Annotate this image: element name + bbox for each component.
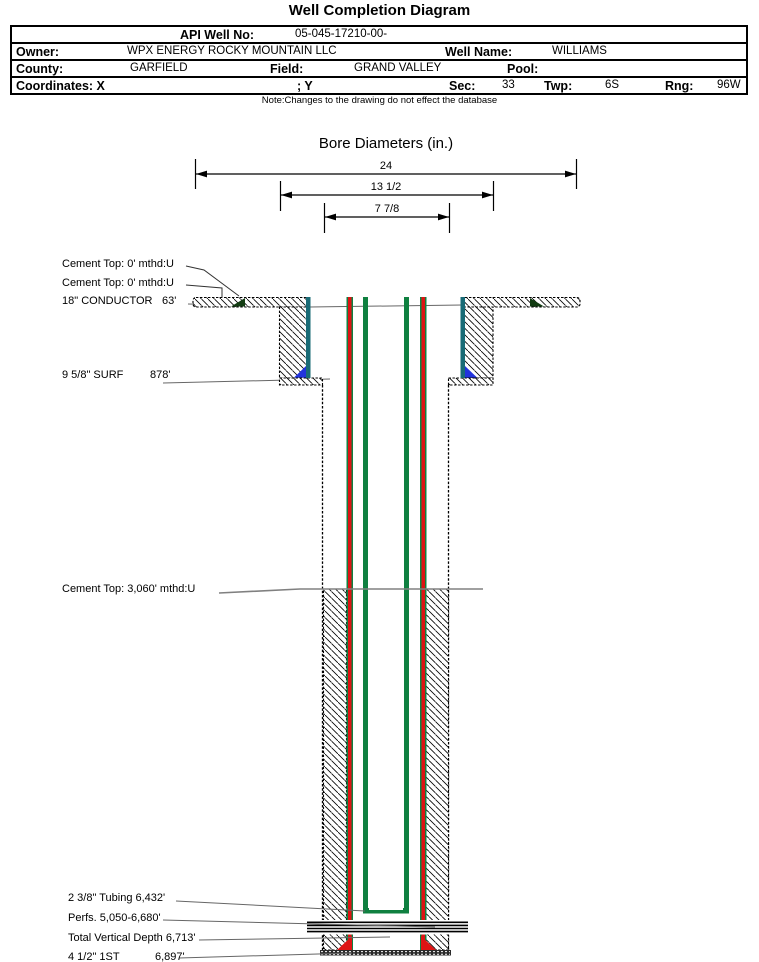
well-structure: [193, 297, 580, 956]
well-name-label: Well Name:: [445, 45, 513, 59]
first-string-label: 4 1/2" 1ST: [68, 951, 120, 962]
arrowhead-left-icon: [196, 171, 207, 178]
surface-casing-depth-value: 878': [150, 369, 171, 381]
arrowhead-right-icon: [438, 214, 449, 221]
first-string-depth-value: 6,897': [155, 951, 185, 962]
page-title: Well Completion Diagram: [288, 2, 471, 19]
api-label: API Well No:: [180, 28, 255, 42]
surface-cement-column-right: [464, 307, 494, 378]
arrowhead-right-icon: [482, 192, 493, 199]
rng-label: Rng:: [665, 79, 694, 93]
bore-diameters-section: [196, 135, 577, 233]
production-cement-left: [324, 589, 347, 950]
surface-casing-right: [461, 297, 466, 378]
production-casing-left: [347, 297, 354, 950]
cement-top-3060-label: Cement Top: 3,060' mthd:U: [62, 583, 196, 595]
surface-casing-label: 9 5/8" SURF: [62, 369, 124, 381]
pool-label: Pool:: [507, 62, 539, 76]
bore-step-right: [449, 378, 494, 385]
owner-value: WPX ENERGY ROCKY MOUNTAIN LLC: [127, 45, 337, 57]
production-cement-right: [426, 589, 449, 950]
county-value: GARFIELD: [130, 62, 188, 74]
arrowhead-right-icon: [565, 171, 576, 178]
field-label: Field:: [270, 62, 304, 76]
dim-13-1-2-label: 13 1/2: [370, 181, 402, 193]
perforations: [307, 920, 468, 935]
coordinates-y-label: ; Y: [297, 79, 313, 93]
twp-label: Twp:: [544, 79, 573, 93]
total-vertical-depth-label: Total Vertical Depth 6,713': [68, 932, 196, 944]
cement-top-0-leader-a: [186, 266, 239, 296]
cement-top-0-label-a: Cement Top: 0' mthd:U: [62, 258, 174, 270]
conductor-cement-flange-right: [462, 298, 580, 308]
production-casing-right: [420, 297, 427, 950]
dimension-7-7-8: [325, 203, 450, 233]
perforations-label: Perfs. 5,050-6,680': [68, 912, 161, 924]
conductor-cement-flange-left: [193, 298, 308, 308]
surface-casing-left: [306, 297, 311, 378]
cement-top-0-leader-b: [186, 285, 222, 297]
tvd-leader: [199, 937, 390, 940]
field-value: GRAND VALLEY: [354, 62, 442, 74]
dim-7-7-8-label: 7 7/8: [374, 203, 400, 215]
tubing-string: [363, 297, 409, 914]
county-label: County:: [16, 62, 64, 76]
rng-value: 96W: [717, 79, 741, 91]
surface-cement-column-left: [280, 307, 308, 378]
api-value: 05-045-17210-00-: [295, 28, 388, 40]
conductor-label: 18" CONDUCTOR: [62, 295, 153, 307]
database-note: Note:Changes to the drawing do not effect the database: [261, 95, 498, 106]
arrowhead-left-icon: [325, 214, 336, 221]
twp-value: 6S: [605, 79, 620, 91]
cement-top-0-label-b: Cement Top: 0' mthd:U: [62, 277, 174, 289]
annotation-labels: [62, 258, 195, 962]
owner-label: Owner:: [16, 45, 60, 59]
total-depth-bottom-bar: [320, 950, 451, 956]
well-name-value: WILLIAMS: [552, 45, 607, 57]
dim-24-label: 24: [379, 160, 393, 172]
coordinates-label: Coordinates: X: [16, 79, 105, 93]
sec-label: Sec:: [449, 79, 476, 93]
bore-diameters-title: Bore Diameters (in.): [318, 135, 454, 152]
tubing-label: 2 3/8" Tubing 6,432': [68, 892, 166, 904]
bore-step-left: [280, 378, 323, 385]
conductor-depth-value: 63': [162, 295, 177, 307]
arrowhead-left-icon: [281, 192, 292, 199]
leader-lines-behind: [163, 266, 462, 383]
sec-value: 33: [502, 79, 515, 91]
